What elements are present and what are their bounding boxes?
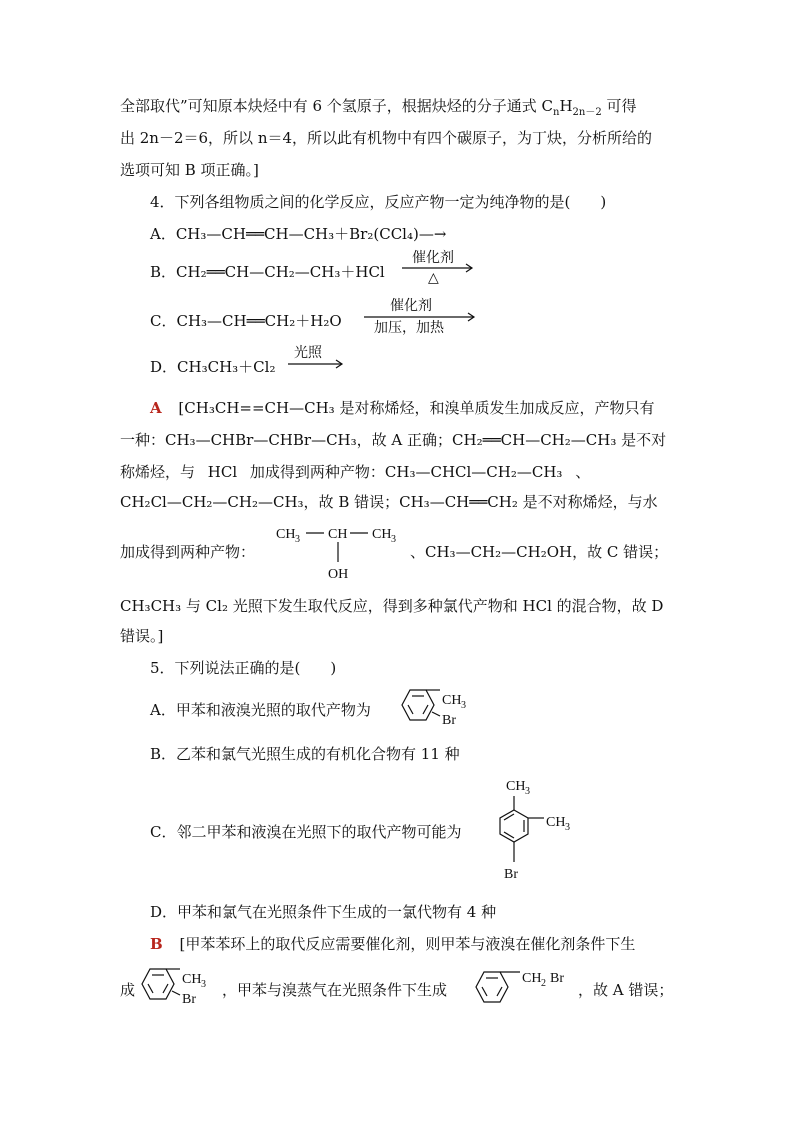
svg-text:3: 3 bbox=[295, 534, 300, 545]
intro-line-1: 全部取代”可知原本炔烃中有 6 个氢原子，根据炔烃的分子通式 $C_nH_{2n-2}$ 可得 bbox=[120, 97, 637, 118]
q5-explanation-1: B [甲苯苯环上的取代反应需要催化剂，则甲苯与液溴在催化剂条件下生 bbox=[150, 935, 636, 953]
svg-text:△: △ bbox=[428, 271, 439, 286]
o-bromotoluene-structure-b bbox=[136, 965, 220, 1009]
svg-text:2: 2 bbox=[541, 978, 546, 989]
svg-text:3: 3 bbox=[525, 786, 530, 797]
svg-text:Br: Br bbox=[504, 867, 518, 882]
svg-text:Br: Br bbox=[442, 713, 456, 728]
q4-explanation-6: CH₃CH₃ 与 Cl₂ 光照下发生取代反应，得到多种氯代产物和 HCl 的混合物，故 D bbox=[120, 597, 664, 615]
q5-option-d: D．甲苯和氯气在光照条件下生成的一氯代物有 4 种 bbox=[150, 903, 497, 921]
q4-option-a: A．CH₃—CH══CH—CH₃＋Br₂(CCl₄)—→ bbox=[150, 225, 447, 243]
benzyl-bromide-structure bbox=[470, 962, 580, 1004]
svg-text:CH: CH bbox=[182, 972, 202, 987]
q4-c-arrow bbox=[360, 296, 480, 338]
svg-text:催化剂: 催化剂 bbox=[390, 299, 432, 314]
q5-stem: 5．下列说法正确的是( ) bbox=[150, 659, 337, 677]
q5-option-a: A．甲苯和液溴光照的取代产物为 bbox=[150, 701, 371, 719]
bromo-o-xylene-structure bbox=[488, 770, 588, 890]
svg-text:CH: CH bbox=[506, 779, 526, 794]
svg-text:加压，加热: 加压，加热 bbox=[374, 321, 444, 336]
q4-explanation-2: 一种：CH₃—CHBr—CHBr—CH₃，故 A 正确；CH₂══CH—CH₂—CH₃ 是不对 bbox=[120, 431, 667, 449]
q5-explanation-2-pre: 成 bbox=[120, 981, 136, 999]
q4-option-c: C．CH₃—CH══CH₂＋H₂O bbox=[150, 312, 342, 330]
svg-text:CH: CH bbox=[546, 815, 566, 830]
isopropanol-structure bbox=[272, 518, 408, 584]
q4-b-arrow bbox=[398, 248, 478, 288]
q5-explanation-2-end: ，故 A 错误； bbox=[578, 981, 674, 999]
q4-stem: 4．下列各组物质之间的化学反应，反应产物一定为纯净物的是( ) bbox=[150, 193, 607, 211]
svg-text:CH: CH bbox=[522, 971, 542, 986]
svg-text:3: 3 bbox=[391, 534, 396, 545]
svg-text:Br: Br bbox=[182, 992, 196, 1007]
q5-option-c: C．邻二甲苯和液溴在光照下的取代产物可能为 bbox=[150, 823, 462, 841]
svg-text:CH: CH bbox=[328, 527, 348, 542]
q4-option-b: B．CH₂══CH—CH₂—CH₃＋HCl bbox=[150, 263, 385, 281]
q4-explanation-7: 错误。] bbox=[120, 627, 164, 645]
svg-text:催化剂: 催化剂 bbox=[412, 251, 454, 266]
q5-explanation-2-mid: ，甲苯与溴蒸气在光照条件下生成 bbox=[222, 981, 448, 999]
q4-explanation-3: 称烯烃，与 HCl 加成得到两种产物：CH₃—CHCl—CH₂—CH₃ 、 bbox=[120, 463, 591, 481]
svg-text:OH: OH bbox=[328, 567, 349, 582]
q4-answer: A bbox=[150, 399, 162, 417]
svg-text:CH: CH bbox=[276, 527, 296, 542]
q4-explanation-5b: 、CH₃—CH₂—CH₂OH，故 C 错误； bbox=[410, 543, 669, 561]
q5-answer: B bbox=[150, 935, 163, 953]
q4-d-arrow bbox=[284, 344, 348, 374]
q4-explanation-1: A [CH₃CH==CH—CH₃ 是对称烯烃，和溴单质发生加成反应，产物只有 bbox=[150, 399, 655, 417]
o-bromotoluene-structure-a bbox=[392, 686, 482, 732]
svg-text:3: 3 bbox=[565, 822, 570, 833]
svg-text:CH: CH bbox=[442, 693, 462, 708]
svg-text:3: 3 bbox=[201, 979, 206, 990]
svg-text:CH: CH bbox=[372, 527, 392, 542]
q4-option-d: D．CH₃CH₃＋Cl₂ bbox=[150, 358, 276, 376]
q4-explanation-5: 加成得到两种产物： bbox=[120, 543, 256, 561]
svg-text:Br: Br bbox=[550, 971, 564, 986]
svg-text:3: 3 bbox=[461, 700, 466, 711]
svg-text:光照: 光照 bbox=[294, 346, 322, 361]
q5-option-b: B．乙苯和氯气光照生成的有机化合物有 11 种 bbox=[150, 745, 460, 763]
intro-line-2: 出 2n－2＝6，所以 n＝4，所以此有机物中有四个碳原子，为丁炔，分析所给的 bbox=[120, 129, 653, 147]
q4-explanation-4: CH₂Cl—CH₂—CH₂—CH₃，故 B 错误；CH₃—CH══CH₂ 是不对称烯烃，与水 bbox=[120, 493, 658, 511]
intro-line-3: 选项可知 B 项正确。] bbox=[120, 161, 259, 179]
